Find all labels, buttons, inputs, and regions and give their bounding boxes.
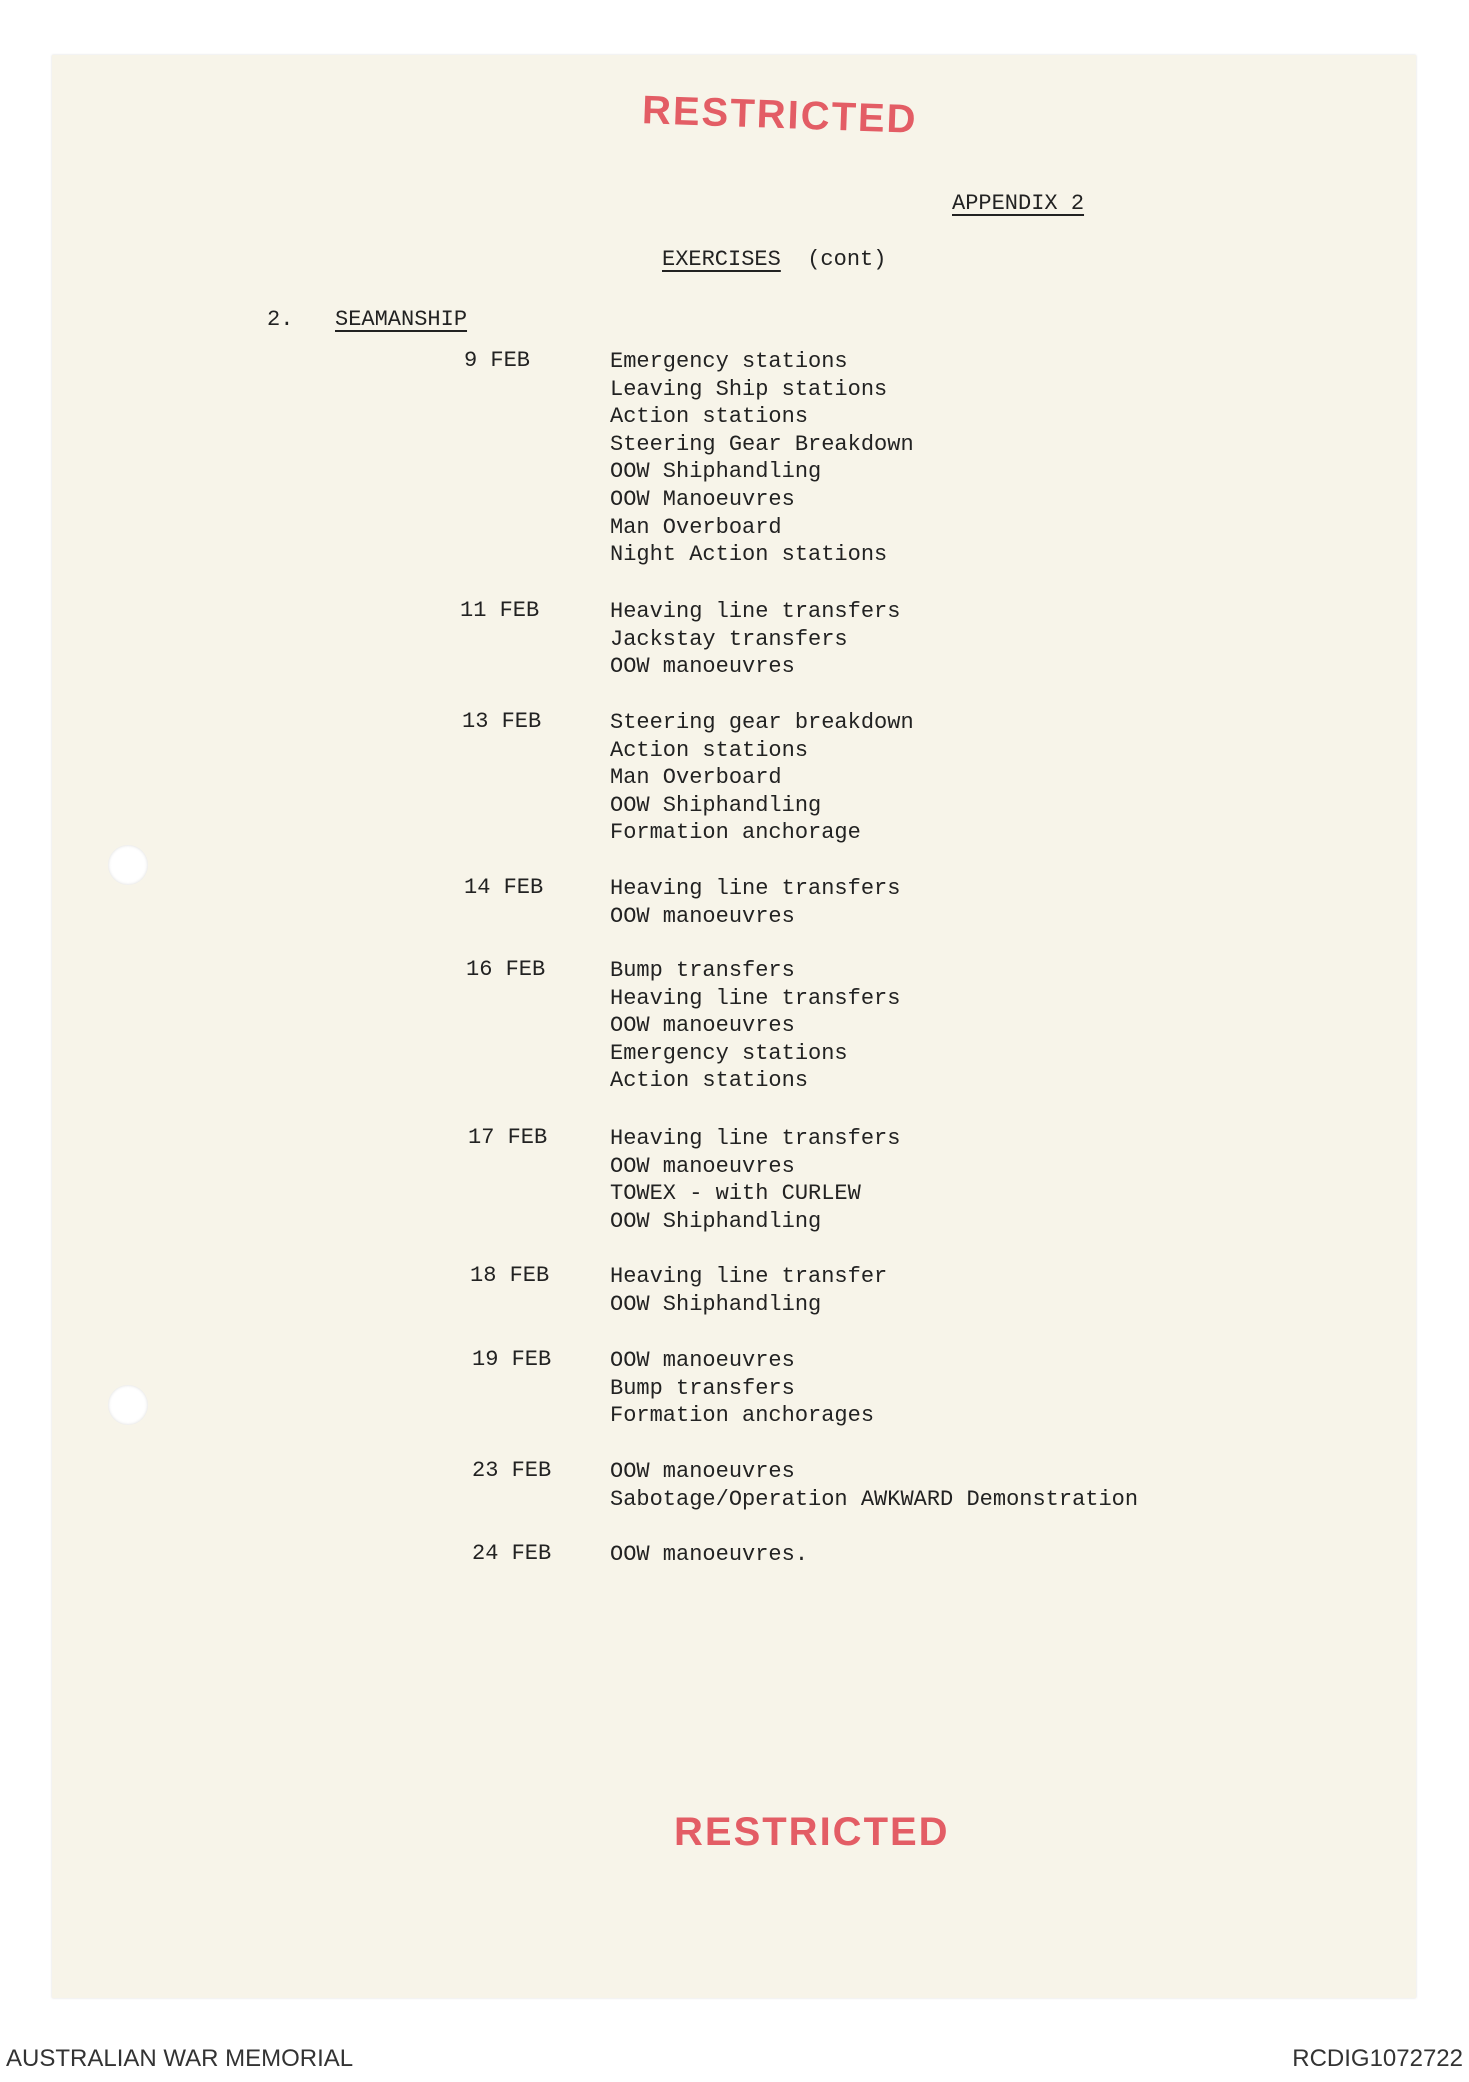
entry-items xyxy=(610,1541,808,1569)
page-title xyxy=(662,247,886,272)
entry-item: OOW manoeuvres xyxy=(610,1459,795,1484)
entry-item: OOW Shiphandling xyxy=(610,1208,822,1234)
entry-item: Formation anchorages xyxy=(610,1403,875,1429)
entry-item: Steering gear breakdown xyxy=(610,710,914,735)
entry-item: Sabotage/Operation AWKWARD Demonstration xyxy=(610,1486,1139,1512)
entry-items xyxy=(610,598,900,681)
entry-date: 9 FEB xyxy=(464,348,531,373)
punch-hole-lower xyxy=(108,1385,148,1425)
entry-date: 14 FEB xyxy=(464,875,544,900)
entry-item: Heaving line transfer xyxy=(610,1264,888,1289)
entry-date: 18 FEB xyxy=(470,1263,550,1288)
archive-id: RCDIG1072722 xyxy=(1292,2045,1463,2072)
archive-credit: AUSTRALIAN WAR MEMORIAL xyxy=(6,2045,354,2072)
restricted-stamp-top: RESTRICTED xyxy=(641,88,919,142)
entry-item: Bump transfers xyxy=(610,1375,795,1401)
entry-item: Action stations xyxy=(610,404,809,430)
page-title-suffix: (cont) xyxy=(807,247,887,272)
entry-item: OOW manoeuvres xyxy=(610,654,795,680)
entry-date: 11 FEB xyxy=(460,598,540,623)
entry-item: Heaving line transfers xyxy=(610,985,901,1011)
entry-item: OOW manoeuvres xyxy=(610,903,795,929)
entry-items xyxy=(610,348,914,569)
entry-item: Leaving Ship stations xyxy=(610,376,888,402)
entry-items xyxy=(610,957,900,1095)
entry-items xyxy=(610,1458,1138,1513)
entry-item: Heaving line transfers xyxy=(610,599,901,624)
document-page xyxy=(52,55,1416,1998)
entry-item: Emergency stations xyxy=(610,349,848,374)
entry-item: Heaving line transfers xyxy=(610,876,901,901)
appendix-label: APPENDIX 2 xyxy=(952,191,1085,216)
entry-item: Action stations xyxy=(610,1068,809,1094)
entry-date: 23 FEB xyxy=(472,1458,552,1483)
entry-item: Formation anchorage xyxy=(610,820,861,846)
entry-item: Jackstay transfers xyxy=(610,626,848,652)
entry-item: OOW Shiphandling xyxy=(610,459,822,485)
entry-date: 19 FEB xyxy=(472,1347,552,1372)
entry-item: Night Action stations xyxy=(610,542,888,568)
entry-date: 17 FEB xyxy=(468,1125,548,1150)
entry-item: OOW manoeuvres xyxy=(610,1348,795,1373)
entry-items xyxy=(610,1347,874,1430)
entry-item: Action stations xyxy=(610,737,809,763)
entry-item: OOW Shiphandling xyxy=(610,1291,822,1317)
entry-item: Man Overboard xyxy=(610,765,782,791)
entry-item: Man Overboard xyxy=(610,514,782,540)
entry-item: OOW manoeuvres. xyxy=(610,1542,809,1567)
restricted-stamp-bottom: RESTRICTED xyxy=(674,1810,950,1854)
entry-items xyxy=(610,875,900,930)
punch-hole-upper xyxy=(108,845,148,885)
entry-items xyxy=(610,1125,900,1235)
entry-item: OOW Shiphandling xyxy=(610,792,822,818)
entry-item: OOW manoeuvres xyxy=(610,1153,795,1179)
entry-item: Steering Gear Breakdown xyxy=(610,431,914,457)
section-number: 2. xyxy=(267,307,294,332)
entry-item: OOW Manoeuvres xyxy=(610,486,795,512)
entry-item: TOWEX - with CURLEW xyxy=(610,1181,861,1207)
section-title: SEAMANSHIP xyxy=(335,307,468,332)
entry-item: OOW manoeuvres xyxy=(610,1013,795,1039)
entry-date: 16 FEB xyxy=(466,957,546,982)
page-title-text: EXERCISES xyxy=(662,247,781,272)
entry-item: Bump transfers xyxy=(610,958,795,983)
entry-date: 13 FEB xyxy=(462,709,542,734)
entry-items xyxy=(610,709,914,847)
entry-item: Heaving line transfers xyxy=(610,1126,901,1151)
entry-items xyxy=(610,1263,887,1318)
entry-item: Emergency stations xyxy=(610,1040,848,1066)
entry-date: 24 FEB xyxy=(472,1541,552,1566)
